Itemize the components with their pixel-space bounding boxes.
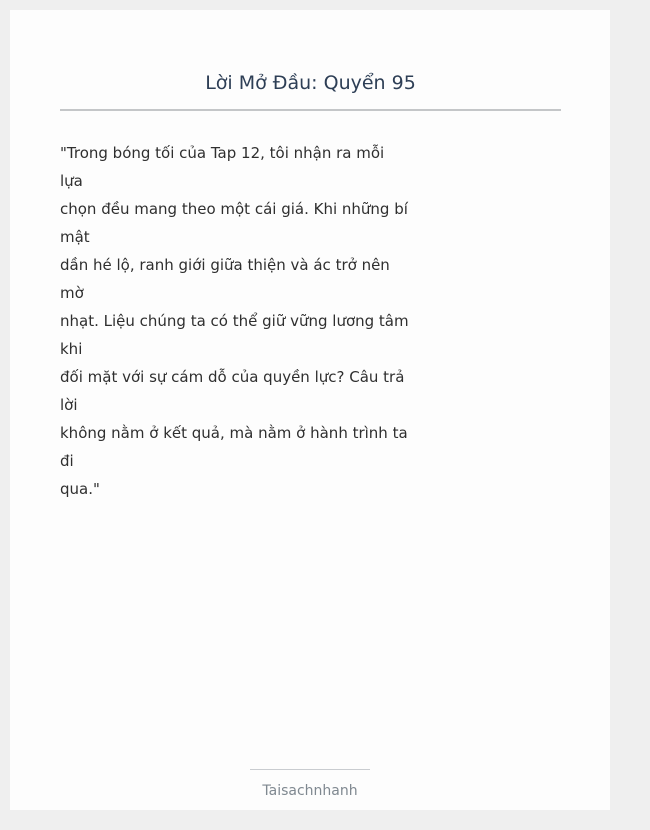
title-divider bbox=[60, 109, 561, 111]
page-title: Lời Mở Đầu: Quyển 95 bbox=[205, 72, 416, 94]
body-line: nhạt. Liệu chúng ta có thể giữ vững lương tâm bbox=[60, 312, 409, 330]
footer-divider bbox=[250, 769, 370, 770]
body-line: mật bbox=[60, 228, 90, 246]
body-line: đối mặt với sự cám dỗ của quyền lực? Câu trả bbox=[60, 368, 405, 386]
body-line: lời bbox=[60, 396, 78, 414]
body-line: qua." bbox=[60, 480, 100, 498]
body-line: mờ bbox=[60, 284, 84, 302]
body-line: "Trong bóng tối của Tap 12, tôi nhận ra mỗi bbox=[60, 144, 385, 162]
body-line: chọn đều mang theo một cái giá. Khi những bí bbox=[60, 200, 408, 218]
body-line: khi bbox=[60, 340, 83, 358]
body-line: đi bbox=[60, 452, 74, 470]
footer-source: Taisachnhanh bbox=[262, 783, 358, 799]
body-line: không nằm ở kết quả, mà nằm ở hành trình ta bbox=[60, 424, 408, 442]
body-line: lựa bbox=[60, 172, 83, 190]
body-line: dần hé lộ, ranh giới giữa thiện và ác trở nên bbox=[60, 256, 390, 274]
document-page bbox=[10, 10, 610, 810]
body-paragraph bbox=[60, 139, 580, 503]
